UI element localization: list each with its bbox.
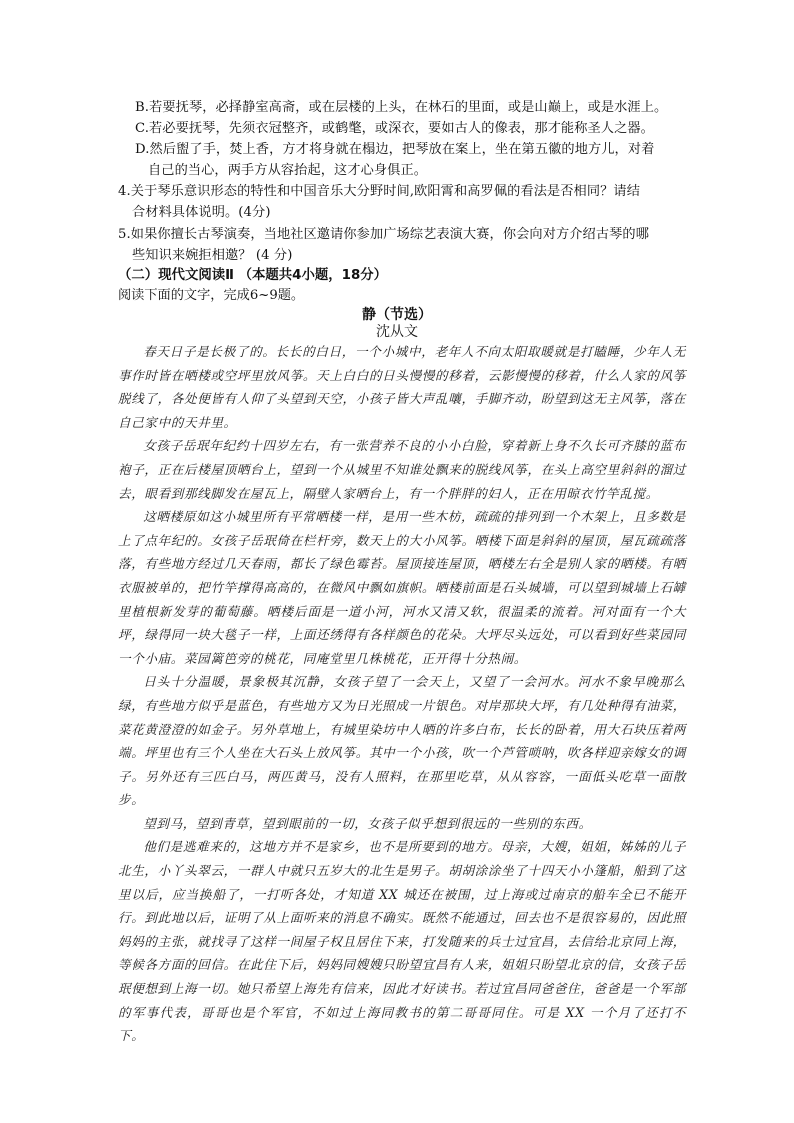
question-5: [118, 224, 698, 266]
question-5-line1: 5.如果你擅长古琴演奏，当地社区邀请你参加广场综艺表演大赛，你会向对方介绍古琴的哪: [118, 227, 649, 242]
passage-body: [118, 340, 686, 1048]
question-5-line2: 些知识来婉拒相邀？ (4 分): [132, 248, 293, 263]
section-heading: （二）现代文阅读Ⅱ （本题共4小题，18分）: [118, 268, 388, 283]
option-c: [135, 118, 695, 139]
passage-paragraph: 他们是逃难来的，这地方并不是家乡，也不是所要到的地方。母亲，大嫂，姐姐，姊姊的儿子北生，小丫头翠云，一群人中就只五岁大的北生是男子。胡胡涂涂坐了十四天小小篷船，船到了这里以后，应当换船了，一打听各处，才知道 XX 城还在被围，过上海或过南京的船车全已不能开行。到此地以后，证明了从上面听来的消息不确实。既然不能通过，回去也不是很容易的，因此照妈妈的主张，就找寻了这样一间屋子权且居住下来，打发随来的兵士过宜昌，去信给北京同上海，等候各方面的回信。在此住下后，妈妈同嫂嫂只盼望宜昌有人来，姐姐只盼望北京的信，女孩子岳珉便想到上海一切。她只希望上海先有信来，因此才好读书。若过宜昌同爸爸住，爸爸是一个军部的军事代表，哥哥也是个军官，不如过上海同教书的第二哥哥同住。可是 XX 一个月了还打不下。: [118, 839, 686, 1044]
option-d-text-line1: D.然后盥了手，焚上香，方才将身就在榻边，把琴放在案上，坐在第五徽的地方儿，对着: [135, 142, 655, 157]
question-4-line1: 4.关于琴乐意识形态的特性和中国音乐大分野时间,欧阳霄和高罗佩的看法是否相同？请结: [118, 184, 640, 199]
option-b-text: B.若要抚琴，必择静室高斋，或在层楼的上头，在林石的里面，或是山巅上，或是水涯上。: [135, 100, 668, 115]
passage-paragraph: 望到马，望到青草，望到眼前的一切，女孩子似乎想到很远的一些别的东西。: [143, 815, 592, 831]
passage-title: 静（节选）: [362, 307, 432, 323]
passage-paragraph: 这晒楼原如这小城里所有平常晒楼一样，是用一些木枋，疏疏的排列到一个木架上，且多数是上了点年纪的。女孩子岳珉倚在栏杆旁，数天上的大小风筝。晒楼下面是斜斜的屋顶，屋瓦疏疏落落，有些地方经过几天春雨，都长了绿色霉苔。屋顶接连屋顶，晒楼左右全是别人家的晒楼。有晒衣服被单的，把竹竿撑得高高的，在微风中飘如旗帜。晒楼前面是石头城墙，可以望到城墙上石罅里植根新发芽的葡萄藤。晒楼后面是一道小河，河水又清又软，很温柔的流着。河对面有一个大坪，绿得同一块大毯子一样，上面还绣得有各样颜色的花朵。大坪尽头远处，可以看到好些菜园同一个小庙。菜园篱笆旁的桃花，同庵堂里几株桃花，正开得十分热闹。: [118, 509, 686, 666]
passage-paragraph: 女孩子岳珉年纪约十四岁左右，有一张营养不良的小小白脸，穿着新上身不久长可齐膝的蓝布袍子，正在后楼屋顶晒台上，望到一个从城里不知谁处飘来的脱线风筝，在头上高空里斜斜的溜过去，眼看到那线脚发在屋瓦上，隔壁人家晒台上，有一个胖胖的妇人，正在用晾衣竹竿乱搅。: [118, 438, 686, 501]
option-c-text: C.若必要抚琴，先须衣冠整齐，或鹤氅，或深衣，要如古人的像表，那才能称圣人之器。: [135, 121, 654, 136]
passage-paragraph: 春天日子是长极了的。长长的白日，一个小城中，老年人不向太阳取暖就是打瞌睡，少年人无事作时皆在晒楼或空坪里放风筝。天上白白的日头慢慢的移着，云影慢慢的移着，什么人家的风筝脱线了，各处便皆有人仰了头望到天空，小孩子皆大声乱嚷，手脚齐动，盼望到这无主风筝，落在自己家中的天井里。: [118, 344, 686, 430]
passage-paragraph: 日头十分温暖，景象极其沉静，女孩子望了一会天上，又望了一会河水。河水不象早晚那么绿，有些地方似乎是蓝色，有些地方又为日光照成一片银色。对岸那块大坪，有几处种得有油菜，菜花黄澄澄的如金子。另外草地上，有城里染坊中人晒的许多白布，长长的卧着，用大石块压着两端。坪里也有三个人坐在大石头上放风筝。其中一个小孩，吹一个芦管唢呐，吹各样迎亲嫁女的调子。另外还有三匹白马，两匹黄马，没有人照料，在那里吃草，从从容容，一面低头吃草一面散步。: [118, 674, 686, 808]
passage-author: 沈从文: [376, 324, 418, 340]
option-d-text-line2: 自己的当心，两手方从容抬起，这才心身俱正。: [148, 163, 428, 178]
option-d: [135, 139, 695, 181]
option-b: [135, 97, 695, 118]
question-4: [118, 181, 698, 223]
section-instruction: 阅读下面的文字，完成6~9题。: [118, 288, 305, 303]
question-4-line2: 合材料具体说明。(4分): [132, 205, 271, 220]
